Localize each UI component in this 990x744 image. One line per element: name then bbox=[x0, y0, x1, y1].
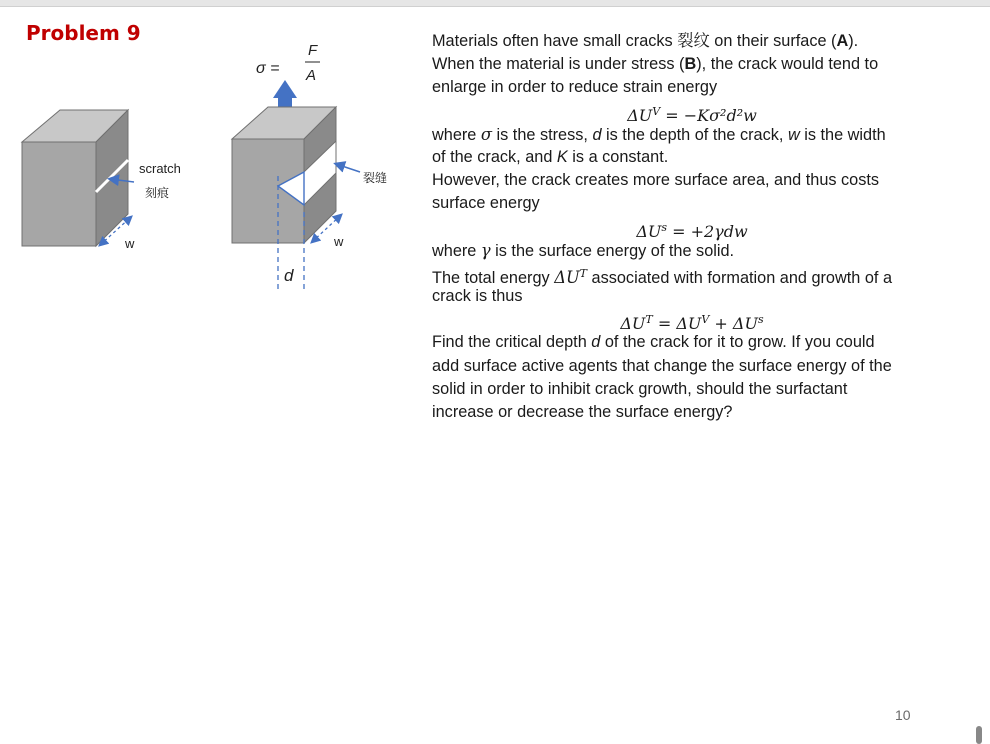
crack-arrow bbox=[336, 164, 360, 172]
label-crack: 裂缝 bbox=[363, 171, 388, 185]
equation-strain-energy: $\Delta U^V = -K\sigma^2d^2w$ bbox=[627, 104, 757, 125]
page-number: 10 bbox=[895, 707, 911, 723]
text-line-11: The total energy $\Delta U^T$ associated with formation and growth of a bbox=[432, 266, 893, 287]
cube-b bbox=[232, 107, 336, 243]
text-line-1: Materials often have small cracks 裂纹 on their surface (A). bbox=[432, 32, 859, 50]
text-line-17: increase or decrease the surface energy? bbox=[432, 403, 733, 421]
slide-title: Problem 9 bbox=[26, 21, 141, 45]
text-line-6: of the crack, and K is a constant. bbox=[432, 147, 669, 166]
text-line-5: where σ is the stress, d is the depth of the crack, w is the width bbox=[432, 124, 886, 144]
label-w-right: w bbox=[334, 234, 344, 249]
equation-total-energy: $\Delta U^T = \Delta U^V + \Delta U^s$ bbox=[620, 313, 764, 334]
cube-a bbox=[22, 110, 128, 246]
text-line-7: However, the crack creates more surface area, and thus costs bbox=[432, 171, 880, 190]
text-line-14: Find the critical depth d of the crack for it to grow. If you could bbox=[432, 333, 875, 352]
text-line-15: add surface active agents that change the surface energy of the bbox=[432, 356, 892, 375]
label-d: d bbox=[284, 266, 294, 285]
text-line-16: solid in order to inhibit crack growth, should the surfactant bbox=[432, 379, 848, 398]
formula-denominator: A bbox=[306, 67, 317, 84]
equation-surface-energy: $\Delta U^s = +2\gamma dw$ bbox=[636, 220, 748, 241]
scrollbar-thumb[interactable] bbox=[976, 726, 982, 744]
label-w-left: w bbox=[125, 236, 135, 251]
problem-text bbox=[432, 30, 952, 424]
text-line-2: When the material is under stress (B), the crack would tend to bbox=[432, 55, 879, 74]
text-line-3: enlarge in order to reduce strain energy bbox=[432, 78, 718, 97]
crack-figure bbox=[0, 0, 430, 300]
cube-a-front bbox=[22, 142, 96, 246]
label-scratch: scratch bbox=[139, 161, 181, 176]
text-line-10: where γ is the surface energy of the solid. bbox=[432, 240, 735, 260]
formula-numerator: F bbox=[308, 42, 318, 59]
text-line-8: surface energy bbox=[432, 194, 540, 213]
text-line-12: crack is thus bbox=[432, 287, 523, 306]
formula-sigma: σ = bbox=[256, 60, 280, 77]
label-scratch-zh: 刻痕 bbox=[145, 186, 170, 200]
